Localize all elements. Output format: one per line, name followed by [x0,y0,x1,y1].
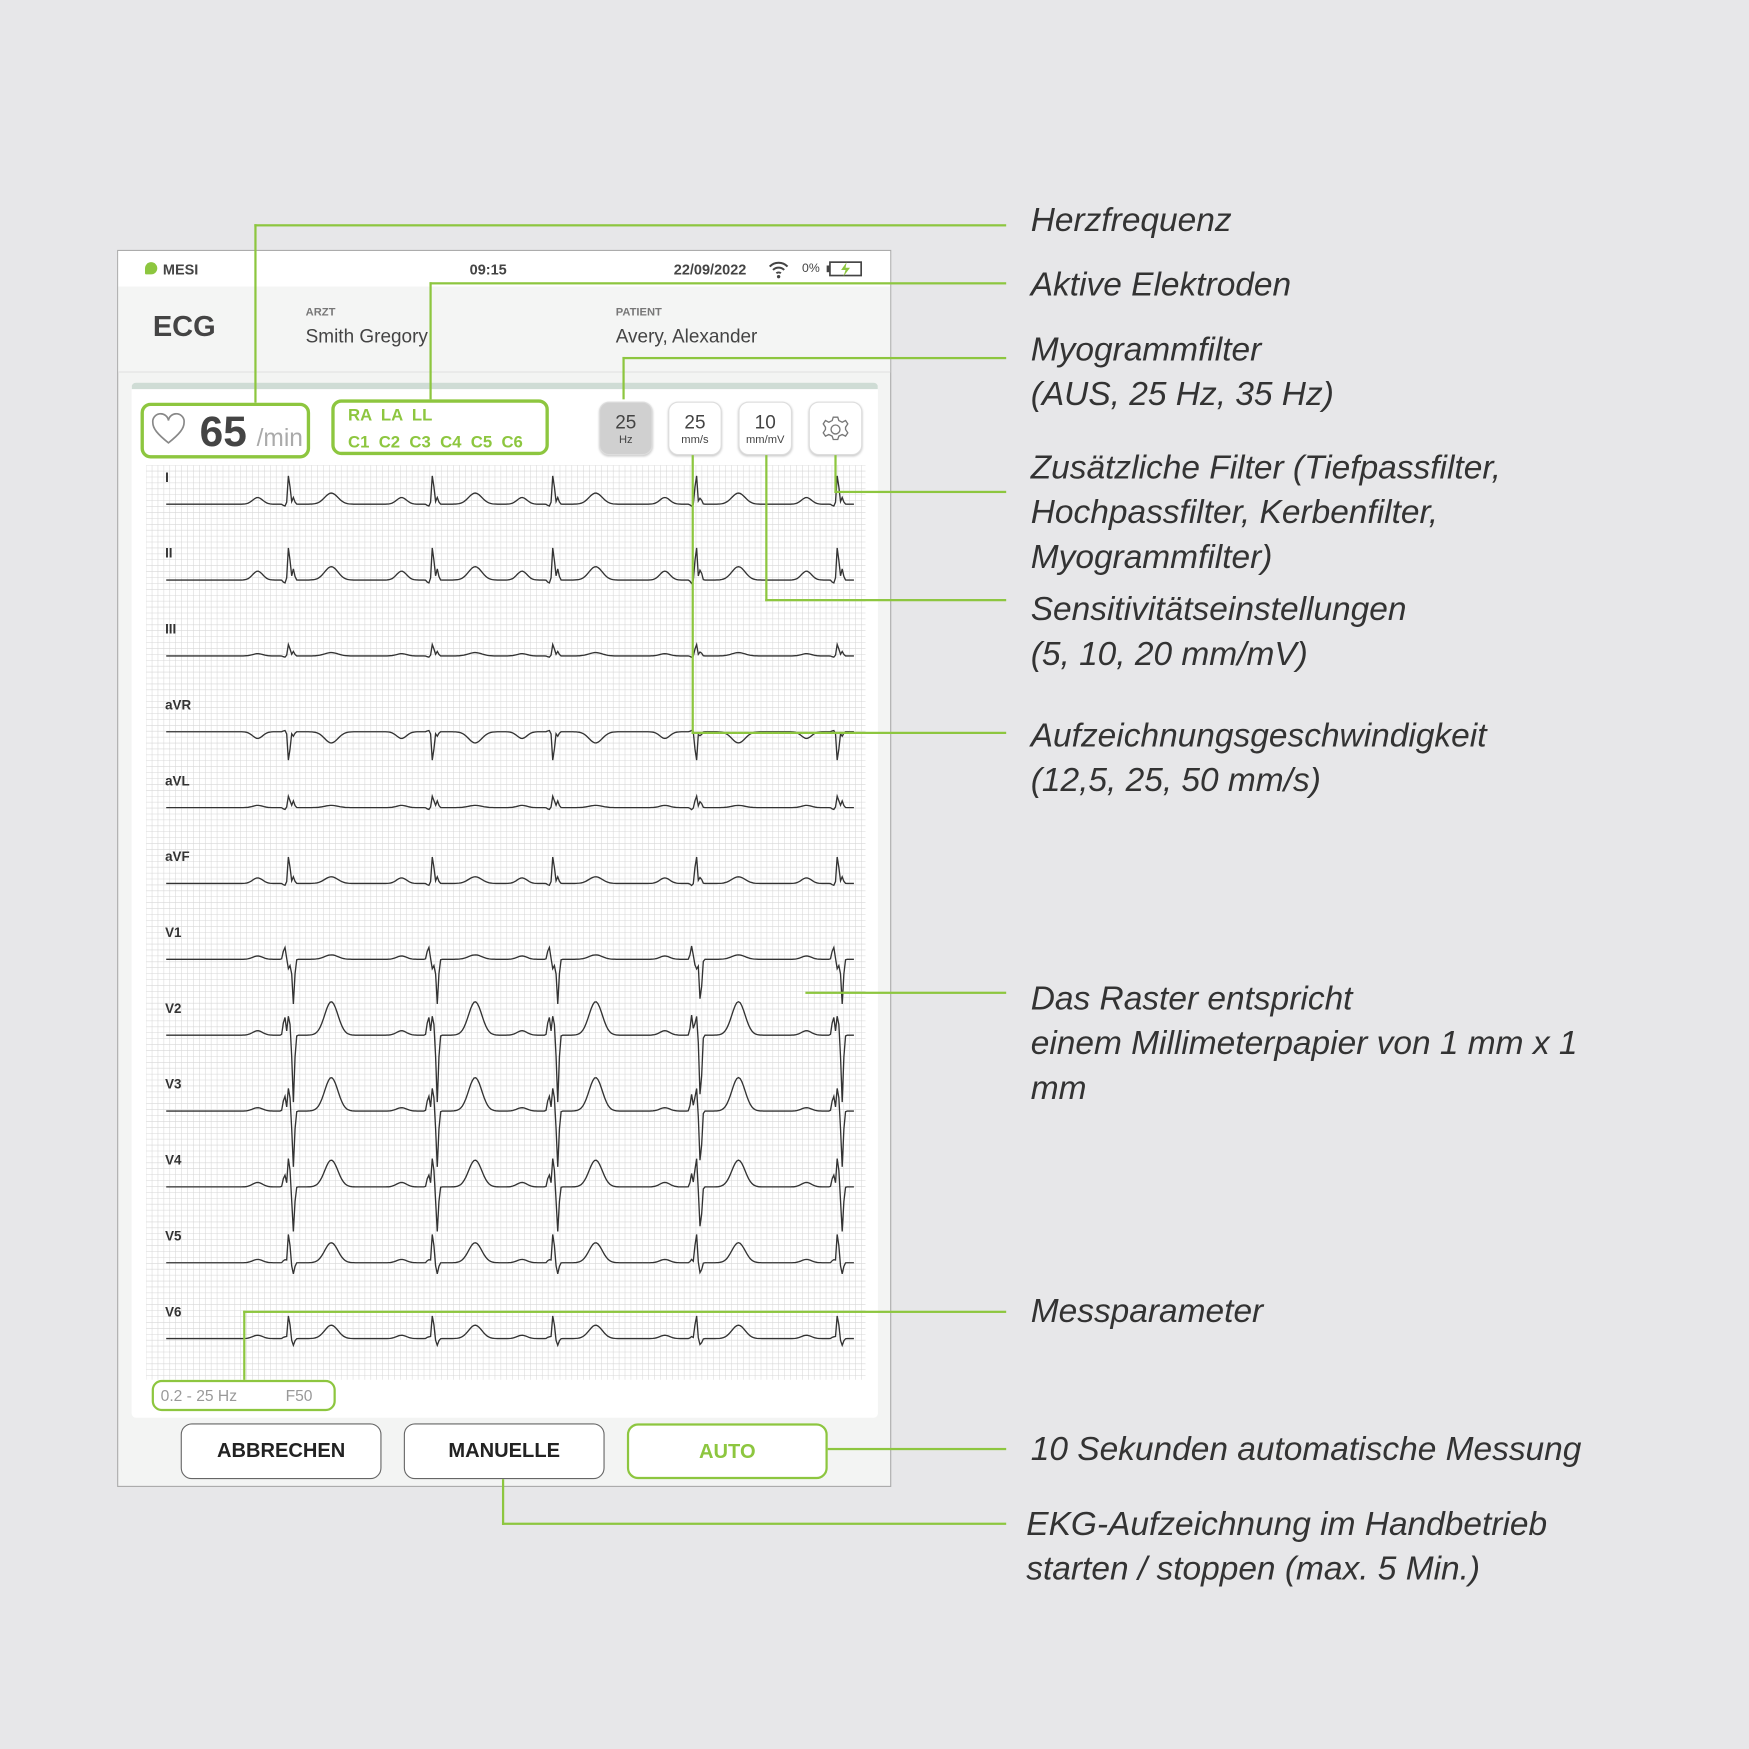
annotation-sensitivity: Sensitivitätseinstellungen (5, 10, 20 mm/mV) [1030,591,1407,673]
ecg-trace-aVL [166,796,854,809]
page-title: ECG [152,308,216,343]
myogram-filter-button[interactable] [599,402,653,456]
lead-label: I [165,469,169,485]
gear-icon [821,415,850,444]
patient-label: PATIENT [615,306,662,320]
filter-unit: Hz [618,433,633,447]
chest-electrodes: C1 C2 C3 C4 C5 C6 [348,432,523,452]
filter-value: 25 [615,411,637,433]
heart-icon [151,413,187,446]
ecg-trace-V5 [166,1234,854,1273]
doctor-label: ARZT [305,306,336,320]
battery-percent: 0% [802,262,820,276]
speed-unit: mm/s [681,433,709,447]
callout-line [834,491,1006,493]
sensitivity-button[interactable] [738,402,792,456]
speed-button[interactable] [668,402,722,456]
annotation-manual: EKG-Aufzeichnung im Handbetrieb starten / stoppen (max. 5 Min.) [1026,1505,1548,1588]
sensitivity-unit: mm/mV [746,433,785,447]
clock: 09:15 [469,261,507,278]
callout-line [765,455,767,601]
annotation-params: Messparameter [1030,1292,1264,1330]
heart-rate-unit: /min [256,423,303,452]
active-electrodes [331,399,549,455]
callout-line [429,282,431,399]
annotation-speed: Aufzeichnungsgeschwindigkeit (12,5, 25, 50 mm/s) [1030,717,1487,799]
callout-line [429,282,1006,284]
ecg-trace-V1 [166,946,854,1004]
ecg-trace-III [166,645,854,658]
callout-line [622,357,624,399]
wifi-icon [767,259,789,279]
ecg-trace-I [166,476,854,506]
grid-lines [146,465,865,1380]
lead-label: aVR [165,697,192,713]
annotation-auto: 10 Sekunden automatische Messung [1030,1431,1582,1468]
lead-label: V6 [165,1304,182,1320]
ecg-trace-V2 [166,1002,854,1102]
annotation-myogram-filter: Myogrammfilter (AUS, 25 Hz, 35 Hz) [1030,331,1334,413]
manual-button[interactable]: MANUELLE [404,1423,605,1479]
annotation-electrodes: Aktive Elektroden [1030,266,1292,304]
lead-label: II [165,545,173,561]
heart-rate-display [141,403,311,459]
filter-settings-button[interactable] [809,402,863,456]
notch-filter: F50 [285,1386,313,1405]
battery-charging-icon [827,260,865,278]
ecg-trace-V4 [166,1159,854,1232]
measurement-parameters [152,1380,336,1411]
ecg-trace-V3 [166,1078,854,1167]
mesi-logo-icon [145,262,157,274]
header [118,287,890,373]
heart-rate-value: 65 [199,409,247,457]
annotation-additional-filters: Zusätzliche Filter (Tiefpassfilter, Hochpassfilter, Kerbenfilter, Myogrammfilter) [1030,449,1501,576]
lead-label: V4 [165,1152,182,1168]
lead-label: aVL [165,773,190,789]
sensitivity-value: 10 [754,411,776,433]
patient-name: Avery, Alexander [615,325,758,347]
callout-line [805,992,1006,994]
ecg-grid [146,465,865,1380]
doctor-name: Smith Gregory [305,325,428,347]
ecg-trace-V6 [166,1316,854,1345]
callout-line [765,599,1006,601]
callout-line [254,224,256,402]
lead-label: V5 [165,1228,182,1244]
lead-label: V3 [165,1076,182,1092]
callout-line [828,1448,1006,1450]
callout-line [692,455,694,734]
bandwidth: 0.2 - 25 Hz [160,1386,238,1405]
cancel-button[interactable]: ABBRECHEN [181,1423,382,1479]
lead-label: aVF [165,849,190,865]
lead-label: V1 [165,925,182,941]
callout-line [502,1523,1006,1525]
callout-line [622,357,1006,359]
speed-value: 25 [684,411,706,433]
lead-label: III [165,621,177,637]
annotation-heart-rate: Herzfrequenz [1030,201,1232,239]
annotation-grid: Das Raster entspricht einem Millimeterpapier von 1 mm x 1 mm [1030,980,1578,1107]
callout-line [243,1311,1006,1313]
callout-line [692,732,1007,734]
ecg-device-screen [117,250,891,1487]
limb-electrodes: RA LA LL [348,406,433,426]
lead-label: V2 [165,1000,182,1016]
auto-button[interactable]: AUTO [627,1423,828,1479]
ecg-trace-aVR [166,730,854,760]
callout-line [243,1311,245,1380]
callout-line [834,455,836,493]
brand-name: MESI [162,261,199,278]
callout-line [254,224,1006,226]
date: 22/09/2022 [673,261,747,278]
callout-line [502,1479,504,1525]
